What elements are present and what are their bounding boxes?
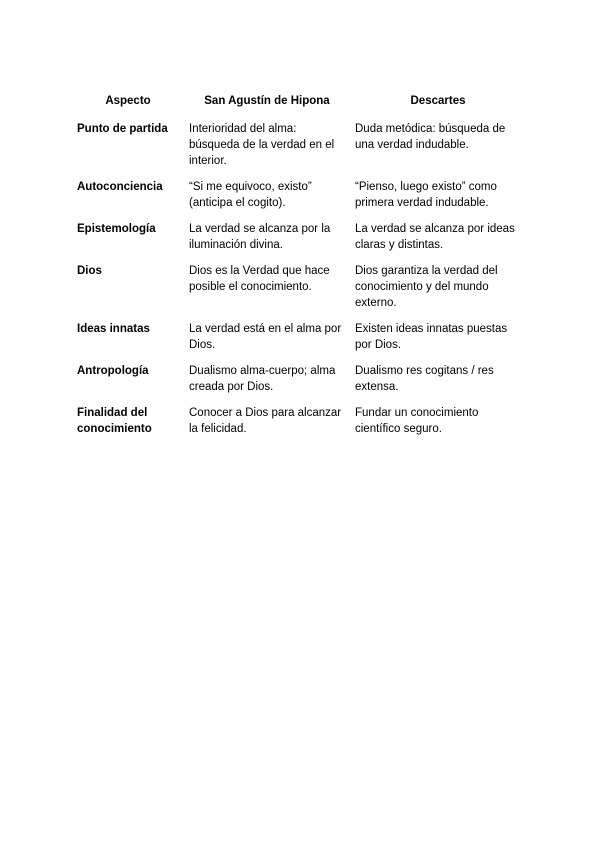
row-agustin-cell: Dios es la Verdad que hace posible el conocimiento. — [189, 265, 330, 293]
row-aspect-label: Autoconciencia — [77, 181, 163, 193]
row-agustin-cell: Conocer a Dios para alcanzar la felicidad. — [189, 407, 342, 435]
row-aspect-label: Finalidad del conocimiento — [77, 407, 152, 435]
row-aspect-label: Antropología — [77, 365, 149, 377]
row-descartes-cell: “Pienso, luego existo” como primera verdad indudable. — [355, 181, 497, 209]
table-row — [72, 263, 526, 321]
row-aspect-label: Ideas innatas — [77, 323, 150, 335]
row-descartes-cell: La verdad se alcanza por ideas claras y distintas. — [355, 223, 515, 251]
table-row — [72, 179, 526, 221]
row-descartes-cell: Dios garantiza la verdad del conocimiento y del mundo externo. — [355, 265, 498, 309]
header-aspecto: Aspecto — [105, 95, 151, 107]
header-agustin: San Agustín de Hipona — [204, 95, 330, 107]
table-row — [72, 363, 526, 405]
row-agustin-cell: Interioridad del alma: búsqueda de la verdad en el interior. — [189, 123, 335, 167]
row-aspect-label: Epistemología — [77, 223, 156, 235]
row-agustin-cell: La verdad está en el alma por Dios. — [189, 323, 342, 351]
row-aspect-label: Dios — [77, 265, 102, 277]
table-row — [72, 121, 526, 179]
table-row — [72, 221, 526, 263]
row-agustin-cell: La verdad se alcanza por la iluminación divina. — [189, 223, 331, 251]
table-row — [72, 405, 526, 447]
row-descartes-cell: Duda metódica: búsqueda de una verdad indudable. — [355, 123, 506, 151]
header-descartes: Descartes — [410, 95, 466, 107]
table-header-row — [72, 89, 526, 121]
row-descartes-cell: Fundar un conocimiento científico seguro. — [355, 407, 479, 435]
row-descartes-cell: Existen ideas innatas puestas por Dios. — [355, 323, 508, 351]
row-agustin-cell: Dualismo alma-cuerpo; alma creada por Dios. — [189, 365, 336, 393]
comparison-table — [72, 89, 526, 447]
row-descartes-cell: Dualismo res cogitans / res extensa. — [355, 365, 494, 393]
row-aspect-label: Punto de partida — [77, 123, 168, 135]
row-agustin-cell: “Si me equivoco, existo” (anticipa el cogito). — [189, 181, 312, 209]
table-row — [72, 321, 526, 363]
